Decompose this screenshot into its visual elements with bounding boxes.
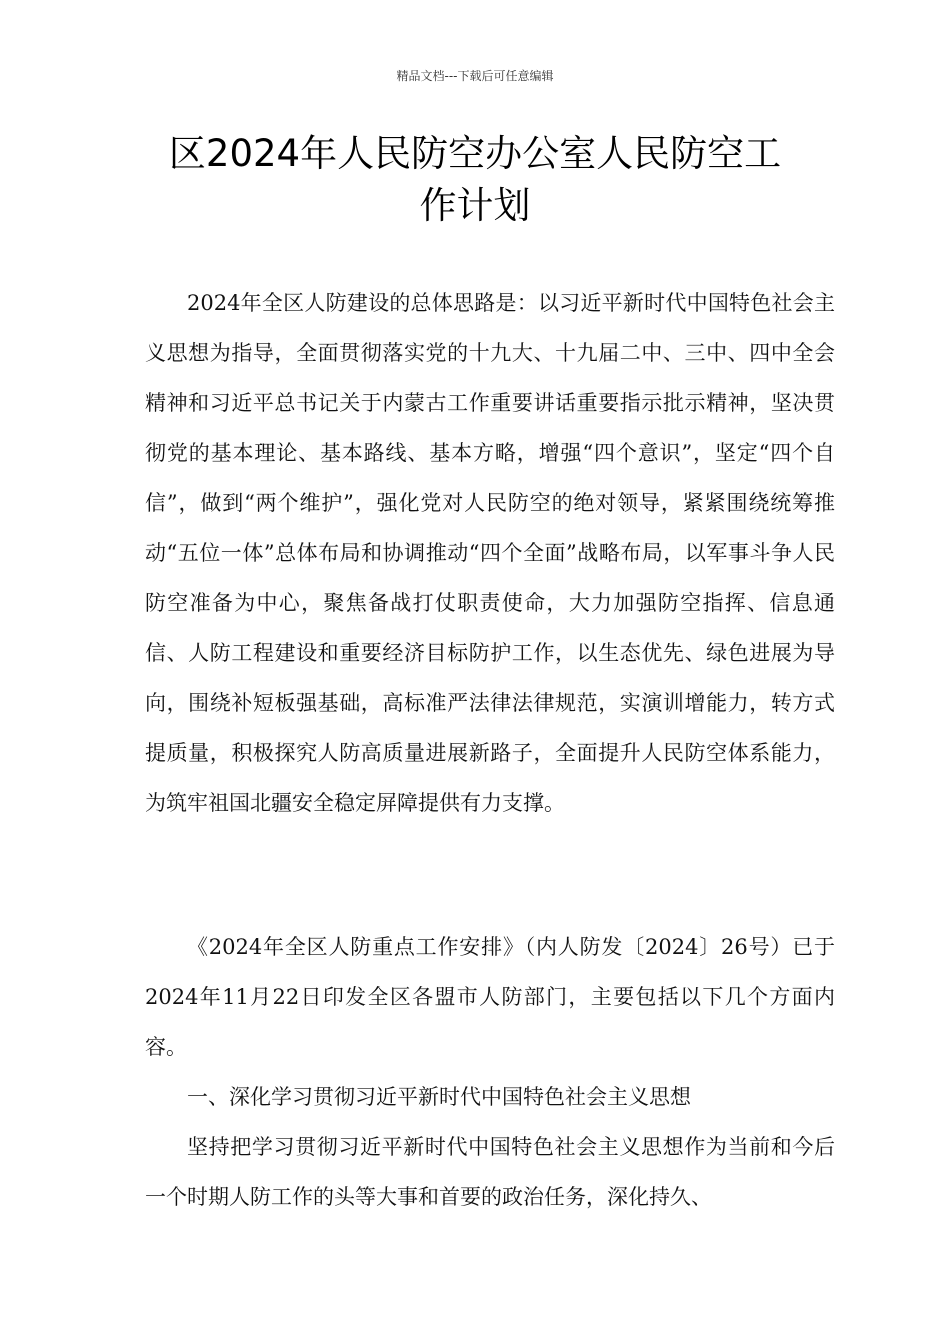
title-line-1: 区2024年人民防空办公室人民防空工 [168,132,782,175]
paragraph-work-arrangement: 《2024年全区人防重点工作安排》（内人防发〔2024〕26号）已于2024年11月22日印发全区各盟市人防部门，主要包括以下几个方面内容。 [145,935,835,1059]
paragraph-section-1-body: 坚持把学习贯彻习近平新时代中国特色社会主义思想作为当前和今后一个时期人防工作的头等大事和首要的政治任务，深化持久、 [145,1135,835,1209]
document-title [100,128,850,232]
paragraph-overall-approach: 2024年全区人防建设的总体思路是：以习近平新时代中国特色社会主义思想为指导，全面贯彻落实党的十九大、十九届二中、三中、四中全会精神和习近平总书记关于内蒙古工作重要讲话重要指示批示精神，坚决贯彻党的基本理论、基本路线、基本方略，增强“四个意识”，坚定“四个自信”，做到“两个维护”，强化党对人民防空的绝对领导，紧紧围绕统筹推动“五位一体”总体布局和协调推动“四个全面”战略布局，以军事斗争人民防空准备为中心，聚焦备战打仗职责使命，大力加强防空指挥、信息通信、人防工程建设和重要经济目标防护工作，以生态优先、绿色进展为导向，围绕补短板强基础，高标准严法律法律规范，实演训增能力，转方式提质量，积极探究人防高质量进展新路子，全面提升人民防空体系能力，为筑牢祖国北疆安全稳定屏障提供有力支撑。 [145,291,835,815]
page-header: 精品文档---下载后可任意编辑 [396,69,554,83]
section-heading-1: 一、深化学习贯彻习近平新时代中国特色社会主义思想 [187,1085,691,1109]
title-line-2: 作计划 [419,184,531,227]
